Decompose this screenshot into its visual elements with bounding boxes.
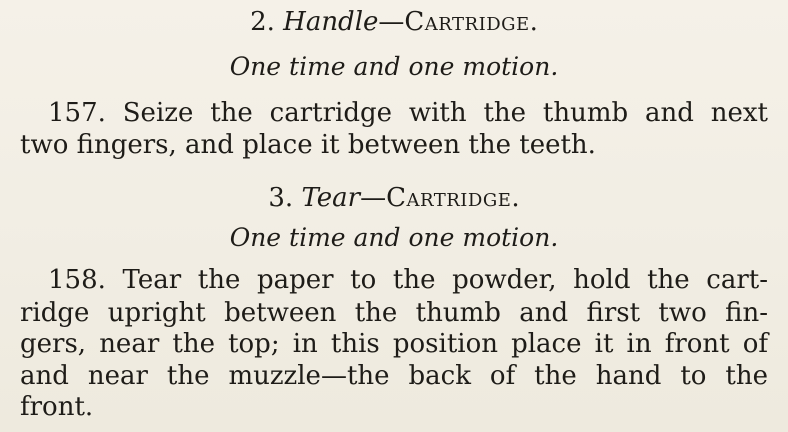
paragraph-157-line-1: 157. Seize the cartridge with the thumb and next <box>48 98 768 128</box>
paragraph-157-line-2: two fingers, and place it between the teeth. <box>20 130 596 160</box>
section-heading-tear-cartridge <box>0 182 788 214</box>
paragraph-158-line-4: and near the muzzle—the back of the hand to the <box>20 361 768 391</box>
command-object: Cartridge <box>404 7 530 37</box>
paragraph-158-line-2: ridge upright between the thumb and first two fin- <box>20 298 768 328</box>
timing-note: One time and one motion. <box>229 223 559 252</box>
paragraph-158-line-1: 158. Tear the paper to the powder, hold the cart- <box>48 265 768 295</box>
command-object: Cartridge <box>386 183 512 213</box>
command-name: Handle <box>283 7 379 37</box>
section-number: 2. <box>250 7 275 37</box>
heading-dash: — <box>378 7 405 37</box>
timing-note: One time and one motion. <box>229 52 559 81</box>
paragraph-158-line-5: front. <box>20 392 94 422</box>
heading-period: . <box>511 183 520 213</box>
command-name: Tear <box>301 183 361 213</box>
paragraph-158-line-3: gers, near the top; in this position place it in front of <box>20 329 768 359</box>
heading-dash: — <box>360 183 387 213</box>
heading-period: . <box>529 7 538 37</box>
section-heading-handle-cartridge <box>0 6 788 38</box>
section-number: 3. <box>268 183 294 213</box>
